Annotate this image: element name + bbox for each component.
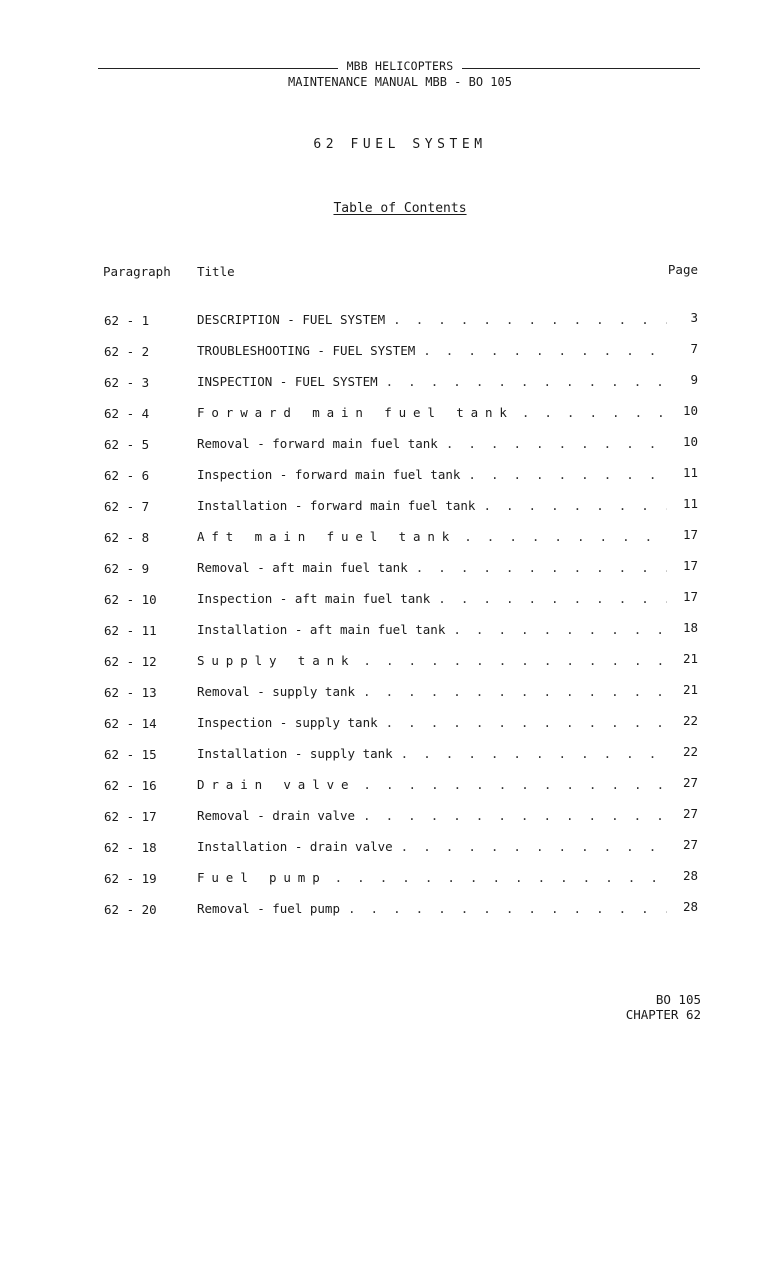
toc-row (0, 341, 768, 372)
toc-row-title: Installation - supply tank (197, 746, 393, 761)
toc-row-title-leader (197, 901, 667, 917)
header-manual-title: MAINTENANCE MANUAL MBB - BO 105 (288, 75, 512, 89)
toc-row (0, 620, 768, 651)
toc-row-page: 9 (690, 372, 698, 387)
toc-row-dot-leader (483, 498, 667, 513)
toc-row-page: 21 (682, 651, 698, 666)
toc-row-paragraph: 62 - 19 (104, 871, 157, 886)
toc-row-paragraph: 62 - 16 (104, 778, 157, 793)
footer-model: BO 105 (655, 992, 701, 1007)
header-company: MBB HELICOPTERS (346, 59, 454, 73)
chapter-title: 62 FUEL SYSTEM (313, 137, 487, 152)
toc-row (0, 775, 768, 806)
toc-row-page: 28 (682, 868, 698, 883)
toc-row (0, 372, 768, 403)
toc-row-dot-leader (446, 436, 667, 451)
column-header-paragraph: Paragraph (103, 264, 171, 279)
toc-row-title-leader (197, 498, 667, 514)
toc-row-paragraph: 62 - 4 (104, 406, 150, 421)
toc-row (0, 837, 768, 868)
toc-row-title: INSPECTION - FUEL SYSTEM (197, 374, 378, 389)
toc-row-dot-leader (401, 839, 667, 854)
toc-row (0, 465, 768, 496)
toc-row-title-leader (197, 808, 667, 824)
toc-row-dot-leader (423, 343, 667, 358)
toc-row-page: 22 (682, 713, 698, 728)
toc-row-paragraph: 62 - 10 (104, 592, 157, 607)
toc-row-dot-leader (438, 591, 667, 606)
toc-row-dot-leader (386, 715, 667, 730)
toc-row-page: 22 (682, 744, 698, 759)
toc-row-title: Inspection - supply tank (197, 715, 378, 730)
toc-entries (0, 310, 768, 930)
toc-row-dot-leader (416, 560, 667, 575)
toc-row-title-leader (197, 374, 667, 390)
toc-row-title-leader (197, 529, 667, 545)
toc-row (0, 744, 768, 775)
toc-row-dot-leader (386, 374, 667, 389)
toc-row-paragraph: 62 - 11 (104, 623, 157, 638)
toc-row-title: Drain valve (197, 777, 356, 792)
toc-row-title: Removal - forward main fuel tank (197, 436, 438, 451)
toc-row-page: 27 (682, 837, 698, 852)
toc-row-page: 17 (682, 589, 698, 604)
toc-row-title: Removal - aft main fuel tank (197, 560, 408, 575)
toc-row-dot-leader (363, 777, 667, 792)
toc-row-title: Installation - aft main fuel tank (197, 622, 446, 637)
toc-row-title: Aft main fuel tank (197, 529, 457, 544)
toc-row-title: Installation - drain valve (197, 839, 393, 854)
toc-row-title-leader (197, 436, 667, 452)
toc-row-dot-leader (453, 622, 667, 637)
toc-row-paragraph: 62 - 12 (104, 654, 157, 669)
toc-row-title-leader (197, 839, 667, 855)
toc-row-title-leader (197, 591, 667, 607)
toc-row-dot-leader (464, 529, 667, 544)
toc-row-title: Inspection - aft main fuel tank (197, 591, 431, 606)
toc-row-page: 17 (682, 558, 698, 573)
toc-row-title: Inspection - forward main fuel tank (197, 467, 461, 482)
toc-row-title: TROUBLESHOOTING - FUEL SYSTEM (197, 343, 416, 358)
toc-row-page: 28 (682, 899, 698, 914)
toc-row (0, 496, 768, 527)
toc-row-page: 18 (682, 620, 698, 635)
toc-row-title-leader (197, 312, 667, 328)
toc-row-title-leader (197, 467, 667, 483)
toc-row-dot-leader (401, 746, 667, 761)
toc-row-paragraph: 62 - 14 (104, 716, 157, 731)
toc-row-page: 11 (682, 465, 698, 480)
toc-row-page: 7 (690, 341, 698, 356)
toc-heading-text: Table of Contents (333, 201, 467, 216)
toc-row-paragraph: 62 - 5 (104, 437, 150, 452)
toc-row-title-leader (197, 405, 667, 421)
toc-row-page: 10 (682, 403, 698, 418)
toc-row-title: Fuel pump (197, 870, 327, 885)
toc-row-paragraph: 62 - 18 (104, 840, 157, 855)
toc-row-dot-leader (335, 870, 667, 885)
toc-row (0, 868, 768, 899)
toc-row-title-leader (197, 622, 667, 638)
column-header-page: Page (667, 262, 698, 277)
toc-row-paragraph: 62 - 7 (104, 499, 150, 514)
toc-row (0, 527, 768, 558)
toc-row-title: Supply tank (197, 653, 356, 668)
toc-row-paragraph: 62 - 6 (104, 468, 150, 483)
footer-chapter: CHAPTER 62 (625, 1007, 701, 1022)
toc-row (0, 806, 768, 837)
toc-row (0, 682, 768, 713)
toc-row-paragraph: 62 - 2 (104, 344, 150, 359)
toc-row-dot-leader (393, 312, 667, 327)
toc-row-page: 3 (690, 310, 698, 325)
toc-row-title-leader (197, 560, 667, 576)
header-rule-right (462, 68, 700, 69)
toc-row-dot-leader (348, 901, 667, 916)
toc-row-paragraph: 62 - 15 (104, 747, 157, 762)
column-header-title: Title (197, 264, 235, 279)
toc-row-page: 27 (682, 806, 698, 821)
toc-row-title: Forward main fuel tank (197, 405, 514, 420)
toc-row-title-leader (197, 746, 667, 762)
toc-row-title-leader (197, 343, 667, 359)
toc-row-paragraph: 62 - 9 (104, 561, 150, 576)
toc-row-dot-leader (363, 808, 667, 823)
toc-row-dot-leader (468, 467, 667, 482)
toc-row (0, 434, 768, 465)
toc-row (0, 558, 768, 589)
toc-row-title: Installation - forward main fuel tank (197, 498, 476, 513)
toc-row-title: DESCRIPTION - FUEL SYSTEM (197, 312, 386, 327)
toc-row-title: Removal - fuel pump (197, 901, 340, 916)
toc-row-paragraph: 62 - 20 (104, 902, 157, 917)
toc-heading (250, 201, 550, 216)
toc-row (0, 310, 768, 341)
toc-row-dot-leader (522, 405, 667, 420)
toc-row (0, 651, 768, 682)
toc-row-dot-leader (363, 653, 667, 668)
toc-row-page: 11 (682, 496, 698, 511)
toc-row-paragraph: 62 - 8 (104, 530, 150, 545)
toc-row-title: Removal - drain valve (197, 808, 356, 823)
toc-row-title-leader (197, 684, 667, 700)
toc-row-paragraph: 62 - 1 (104, 313, 150, 328)
toc-row-page: 27 (682, 775, 698, 790)
toc-row-page: 21 (682, 682, 698, 697)
toc-row-title-leader (197, 870, 667, 886)
toc-row (0, 403, 768, 434)
toc-row-title: Removal - supply tank (197, 684, 356, 699)
toc-row (0, 589, 768, 620)
toc-row-title-leader (197, 715, 667, 731)
toc-row-paragraph: 62 - 3 (104, 375, 150, 390)
toc-row-dot-leader (363, 684, 667, 699)
toc-row-page: 10 (682, 434, 698, 449)
header-rule-left (98, 68, 338, 69)
toc-row-title-leader (197, 653, 667, 669)
toc-row-paragraph: 62 - 17 (104, 809, 157, 824)
toc-row (0, 713, 768, 744)
toc-row (0, 899, 768, 930)
toc-row-paragraph: 62 - 13 (104, 685, 157, 700)
toc-row-title-leader (197, 777, 667, 793)
toc-row-page: 17 (682, 527, 698, 542)
